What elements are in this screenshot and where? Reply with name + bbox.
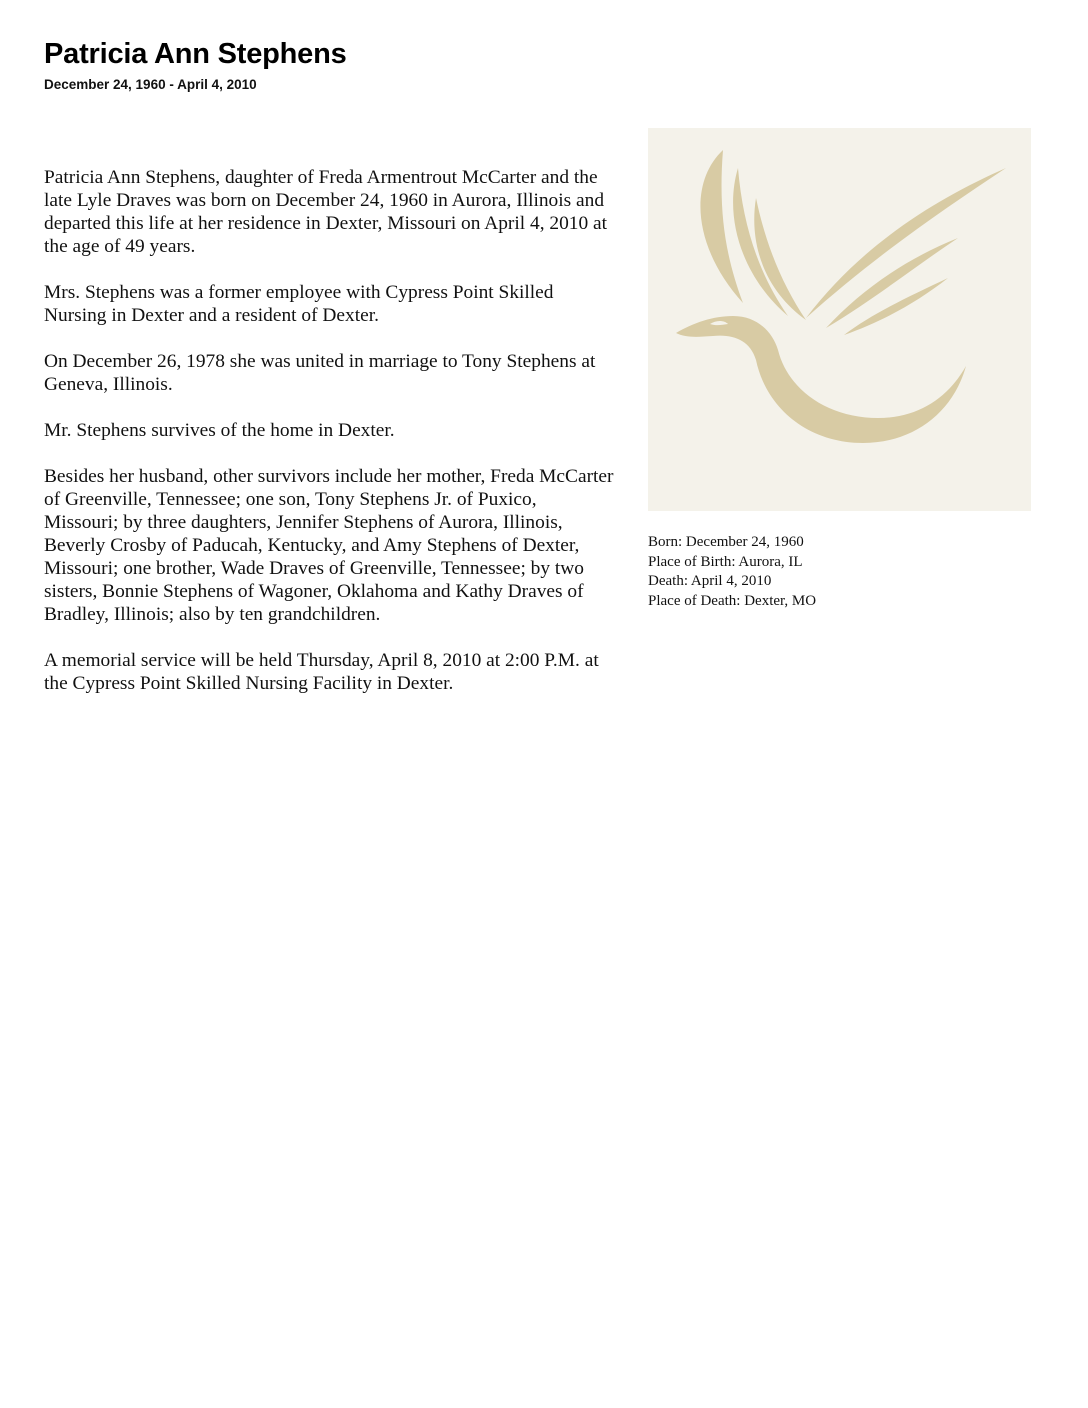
dove-image <box>648 128 1031 511</box>
place-of-death: Place of Death: Dexter, MO <box>648 592 817 609</box>
obituary-paragraph: Patricia Ann Stephens, daughter of Freda Armentrout McCarter and the late Lyle Draves was born on December 24, 1960 in Aurora, Illinois and departed this life at her residence in Dexter, Missouri on April 4, 2010 at the age of 49 years. <box>44 167 608 257</box>
facts-box <box>648 533 816 611</box>
obituary-paragraph: Besides her husband, other survivors include her mother, Freda McCarter of Greenville, Tennessee; one son, Tony Stephens Jr. of Puxico, Missouri; by three daughters, Jennifer Stephens of Aurora, Illinois, Beverly Crosby of Paducah, Kentucky, and Amy Stephens of Dexter, Missouri; one brother, Wade Draves of Greenville, Tennessee; by two sisters, Bonnie Stephens of Wagoner, Oklahoma and Kathy Draves of Bradley, Illinois; also by ten grandchildren. <box>44 466 614 625</box>
obituary-paragraph: Mr. Stephens survives of the home in Dexter. <box>44 420 395 441</box>
life-dates: December 24, 1960 - April 4, 2010 <box>44 77 257 92</box>
obituary-paragraph: On December 26, 1978 she was united in marriage to Tony Stephens at Geneva, Illinois. <box>44 351 596 395</box>
obituary-paragraph: Mrs. Stephens was a former employee with Cypress Point Skilled Nursing in Dexter and a resident of Dexter. <box>44 282 554 326</box>
page-title: Patricia Ann Stephens <box>44 38 347 70</box>
obituary-text <box>44 166 614 718</box>
born-date: Born: December 24, 1960 <box>648 534 804 550</box>
dove-icon <box>648 128 1031 511</box>
death-date: Death: April 4, 2010 <box>648 573 772 589</box>
place-of-birth: Place of Birth: Aurora, IL <box>648 553 803 570</box>
obituary-paragraph: A memorial service will be held Thursday, April 8, 2010 at 2:00 P.M. at the Cypress Point Skilled Nursing Facility in Dexter. <box>44 650 599 694</box>
header <box>44 34 347 94</box>
